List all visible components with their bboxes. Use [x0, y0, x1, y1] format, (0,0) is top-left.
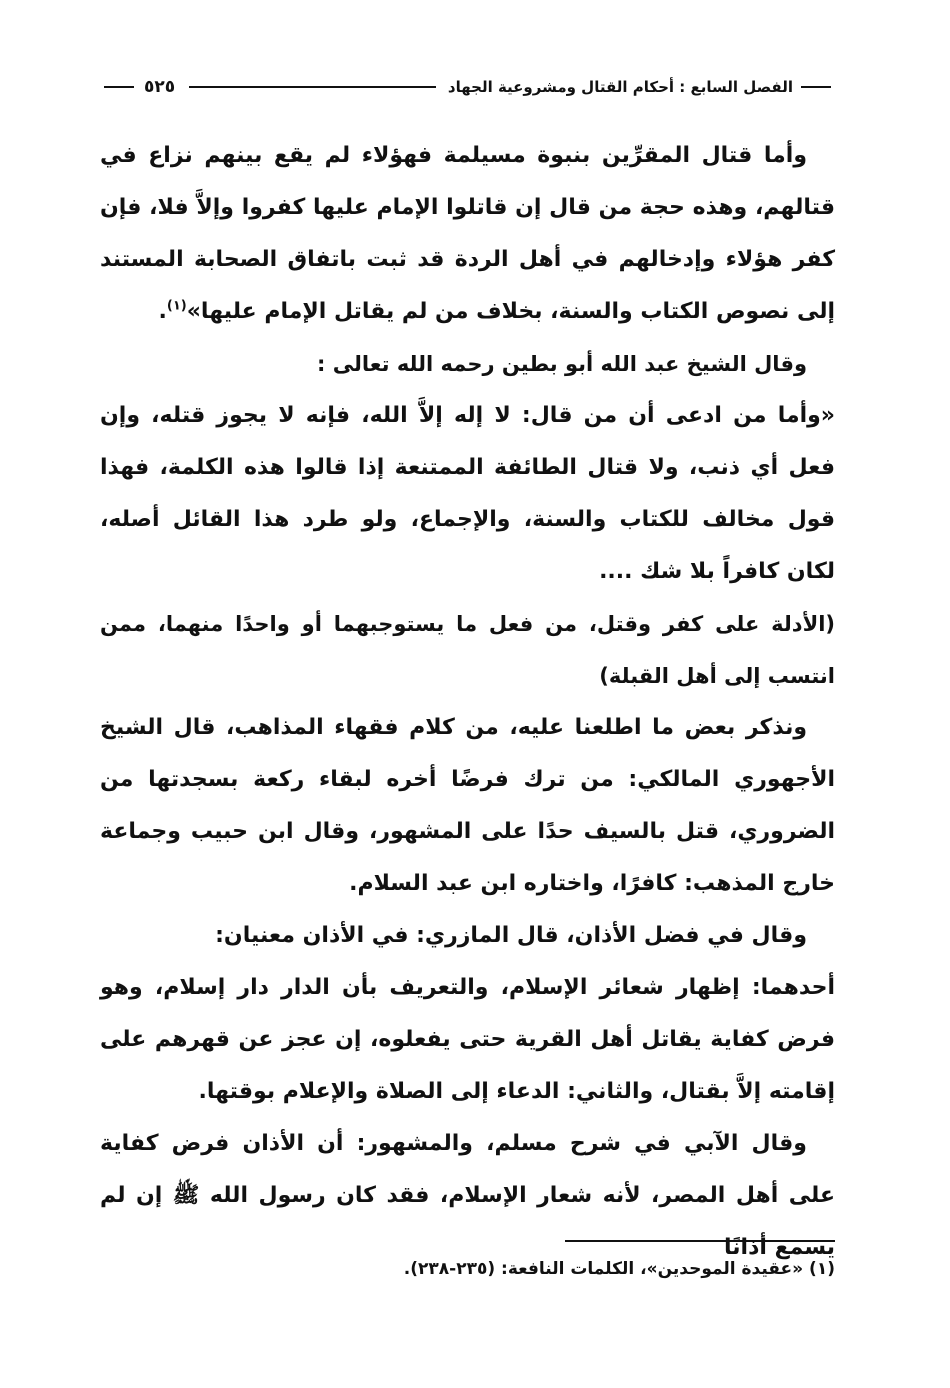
page-number: ٥٢٥ — [144, 77, 176, 97]
footnote-marker: (١) — [166, 298, 187, 314]
section-heading: (الأدلة على كفر وقتل، من فعل ما يستوجبهما أو واحدًا منهما، ممن انتسب إلى أهل القبلة) — [100, 612, 835, 688]
paragraph-8: وقال الآبي في شرح مسلم، والمشهور: أن الأذان فرض كفاية على أهل المصر، لأنه شعار الإسلام، فقد كان رسول الله ﷺ إن لم يسمع أذانًا — [100, 1131, 835, 1260]
paragraph-7: أحدهما: إظهار شعائر الإسلام، والتعريف بأن الدار دار إسلام، وهو فرض كفاية يقاتل أهل القرية حتى يفعلوه، إن عجز عن قهرهم على إقامته إلاَّ بقتال، والثاني: الدعاء إلى الصلاة والإعلام بوقتها. — [100, 975, 835, 1104]
body-text — [100, 130, 835, 1274]
footnote-separator — [565, 1240, 835, 1242]
page — [100, 70, 835, 1370]
paragraph-1 — [100, 130, 835, 338]
paragraph-5: ونذكر بعض ما اطلعنا عليه، من كلام فقهاء المذاهب، قال الشيخ الأجهوري المالكي: من ترك فرضًا أخره لبقاء ركعة بسجدتها من الضروري، قتل بالسيف حدًا على المشهور، وقال ابن حبيب وجماعة خارج المذهب: كافرًا، واختاره ابن عبد السلام. — [100, 715, 835, 896]
footnote-1: (١) «عقيدة الموحدين»، الكلمات النافعة: (٢٣٥-٢٣٨). — [403, 1259, 835, 1279]
paragraph-1-end: . — [158, 299, 167, 324]
header-rule — [189, 86, 436, 88]
header-dash-end — [104, 86, 134, 88]
paragraph-2: وقال الشيخ عبد الله أبو بطين رحمه الله تعالى : — [317, 352, 807, 376]
paragraph-3-quote: «وأما من ادعى أن من قال: لا إله إلاَّ الله، فإنه لا يجوز قتله، وإن فعل أي ذنب، ولا قتال الطائفة الممتنعة إذا قالوا هذه الكلمة، فهذا قول مخالف للكتاب والسنة، والإجماع، ولو طرد هذا القائل أصله، لكان كافراً بلا شك .... — [100, 403, 835, 584]
paragraph-6: وقال في فضل الأذان، قال المازري: في الأذان معنيان: — [215, 923, 807, 948]
running-header — [100, 70, 835, 104]
paragraph-1-text: وأما قتال المقرِّين بنبوة مسيلمة فهؤلاء لم يقع بينهم نزاع في قتالهم، وهذه حجة من قال إن قاتلوا الإمام عليها كفروا وإلاَّ فلا، فإن كفر هؤلاء وإدخالهم في أهل الردة قد ثبت باتفاق الصحابة المستند إلى نصوص الكتاب والسنة، بخلاف من لم يقاتل الإمام عليها» — [100, 143, 835, 324]
header-dash — [801, 86, 831, 88]
header-title: الفصل السابع : أحكام القتال ومشروعية الجهاد — [447, 78, 793, 96]
